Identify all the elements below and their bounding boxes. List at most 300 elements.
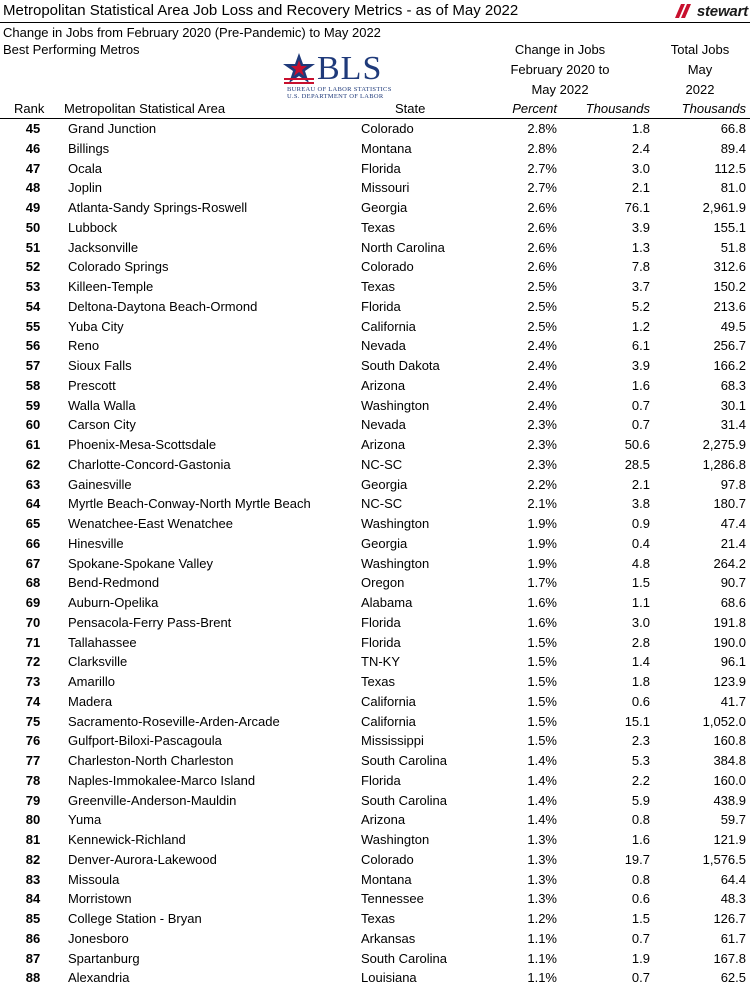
- state-cell: South Carolina: [361, 792, 447, 808]
- thousands-cell: 3.0: [631, 614, 650, 630]
- total-jobs-cell: 1,286.8: [702, 456, 746, 472]
- thousands-cell: 1.8: [631, 674, 650, 689]
- thousands-cell: 3.0: [631, 160, 650, 176]
- state-cell: Arizona: [361, 377, 406, 393]
- total-header-line3: 2022: [685, 82, 715, 97]
- metro-cell: Walla Walla: [68, 397, 136, 413]
- thousands-cell: 4.8: [631, 555, 650, 571]
- thousands-cell: 3.9: [631, 358, 650, 373]
- rank-cell: 62: [25, 456, 41, 472]
- thousands-cell: 0.7: [631, 970, 650, 986]
- total-jobs-cell: 166.2: [713, 358, 746, 373]
- thousands-cell: 28.5: [624, 456, 650, 472]
- rank-cell: 87: [25, 950, 41, 966]
- metro-cell: Lubbock: [68, 219, 118, 235]
- percent-cell: 2.4%: [527, 397, 557, 413]
- table-row: [0, 455, 750, 475]
- table-row: [0, 909, 750, 929]
- rank-cell: 66: [25, 535, 41, 551]
- metro-cell: Carson City: [68, 417, 136, 433]
- bls-logo: [282, 52, 414, 102]
- change-header-line1: Change in Jobs: [514, 42, 606, 57]
- table-row: [0, 791, 750, 811]
- state-cell: Texas: [361, 279, 395, 294]
- metro-cell: Auburn-Opelika: [68, 595, 159, 610]
- rank-cell: 73: [25, 674, 41, 689]
- percent-cell: 1.1%: [527, 970, 557, 986]
- metro-cell: Jacksonville: [68, 239, 139, 255]
- total-jobs-cell: 126.7: [713, 911, 746, 926]
- state-cell: South Carolina: [361, 950, 447, 966]
- rank-cell: 88: [25, 970, 41, 986]
- metro-cell: Colorado Springs: [68, 259, 169, 275]
- thousands-cell: 1.9: [631, 950, 650, 966]
- state-cell: Arizona: [361, 812, 406, 828]
- stewart-logo-text: stewart: [696, 2, 748, 20]
- percent-cell: 1.3%: [527, 871, 557, 887]
- table-row: [0, 277, 750, 297]
- table-row: [0, 712, 750, 732]
- total-header-line1: Total Jobs: [670, 42, 730, 57]
- state-cell: Washington: [361, 397, 430, 413]
- state-cell: California: [361, 713, 416, 729]
- total-jobs-cell: 90.7: [720, 575, 746, 591]
- rank-cell: 76: [25, 733, 41, 749]
- table-row: [0, 593, 750, 613]
- rank-cell: 49: [25, 200, 41, 215]
- state-cell: Louisiana: [361, 970, 417, 986]
- total-jobs-cell: 264.2: [713, 555, 746, 571]
- percent-cell: 2.6%: [527, 239, 557, 255]
- bls-logo-line1: BUREAU OF LABOR STATISTICS: [287, 86, 392, 93]
- state-cell: Texas: [361, 911, 395, 926]
- table-row: [0, 751, 750, 771]
- state-cell: Montana: [361, 140, 412, 156]
- metro-cell: Naples-Immokalee-Marco Island: [68, 772, 256, 788]
- total-jobs-cell: 97.8: [720, 476, 746, 492]
- state-cell: Washington: [361, 516, 430, 531]
- table-row: [0, 475, 750, 495]
- percent-cell: 2.3%: [527, 456, 557, 472]
- percent-cell: 2.5%: [527, 318, 557, 334]
- state-cell: Georgia: [361, 535, 408, 551]
- total-jobs-cell: 68.6: [720, 595, 746, 610]
- thousands-cell: 1.8: [631, 121, 650, 136]
- table-row: [0, 514, 750, 534]
- rank-cell: 77: [25, 753, 41, 768]
- total-jobs-cell: 155.1: [713, 219, 746, 235]
- thousands-cell: 2.4: [631, 140, 650, 156]
- table-row: [0, 317, 750, 337]
- table-row: [0, 178, 750, 198]
- state-cell: Georgia: [361, 476, 408, 492]
- state-cell: Florida: [361, 614, 401, 630]
- thousands-cell: 0.9: [631, 516, 650, 531]
- metro-cell: Joplin: [68, 180, 102, 196]
- state-cell: Texas: [361, 219, 395, 235]
- table-row: [0, 415, 750, 435]
- thousands-cell: 1.6: [631, 832, 650, 847]
- rank-cell: 45: [25, 121, 41, 136]
- state-cell: Florida: [361, 772, 401, 788]
- state-cell: Florida: [361, 634, 401, 650]
- percent-cell: 2.8%: [527, 140, 557, 156]
- table-row: [0, 198, 750, 218]
- percent-cell: 1.4%: [527, 772, 557, 788]
- total-jobs-cell: 51.8: [720, 239, 746, 255]
- thousands-cell: 0.8: [631, 812, 650, 828]
- percent-cell: 2.5%: [527, 279, 557, 294]
- state-cell: Florida: [361, 298, 401, 314]
- total-jobs-cell: 384.8: [713, 753, 746, 768]
- rank-cell: 46: [25, 140, 41, 156]
- table-row: [0, 159, 750, 179]
- rank-cell: 82: [25, 851, 41, 867]
- rank-cell: 80: [25, 812, 41, 828]
- rank-cell: 51: [25, 239, 41, 255]
- metro-cell: Killeen-Temple: [68, 279, 154, 294]
- total-jobs-cell: 160.0: [713, 772, 746, 788]
- rank-cell: 58: [25, 377, 41, 393]
- rank-cell: 75: [25, 713, 41, 729]
- table-row: [0, 554, 750, 574]
- thousands-cell: 0.7: [631, 397, 650, 413]
- subtitle-change: Change in Jobs from February 2020 (Pre-Pandemic) to May 2022: [3, 25, 381, 40]
- percent-cell: 1.2%: [527, 911, 557, 926]
- table-row: [0, 218, 750, 238]
- total-jobs-cell: 89.4: [720, 140, 746, 156]
- page-title: Metropolitan Statistical Area Job Loss and Recovery Metrics - as of May 2022: [3, 2, 519, 19]
- state-cell: Colorado: [361, 851, 414, 867]
- col-header-percent: Percent: [512, 101, 557, 116]
- table-row: [0, 949, 750, 969]
- total-jobs-cell: 438.9: [713, 792, 746, 808]
- state-cell: Colorado: [361, 121, 414, 136]
- rank-cell: 79: [25, 792, 41, 808]
- percent-cell: 1.1%: [527, 930, 557, 946]
- stewart-logo: [675, 2, 748, 20]
- state-cell: Arkansas: [361, 930, 416, 946]
- metro-cell: Charlotte-Concord-Gastonia: [68, 456, 231, 472]
- thousands-cell: 2.1: [631, 476, 650, 492]
- table-row: [0, 238, 750, 258]
- bls-logo-line2: U.S. DEPARTMENT OF LABOR: [287, 93, 384, 100]
- thousands-cell: 3.8: [631, 496, 650, 512]
- metro-cell: Deltona-Daytona Beach-Ormond: [68, 298, 258, 314]
- title-bar: [0, 0, 750, 22]
- state-cell: Nevada: [361, 338, 406, 354]
- state-cell: Montana: [361, 871, 412, 887]
- table-row: [0, 731, 750, 751]
- rank-cell: 67: [25, 555, 41, 571]
- rank-cell: 72: [25, 654, 41, 670]
- percent-cell: 1.5%: [527, 693, 557, 709]
- rank-cell: 48: [25, 180, 41, 196]
- thousands-cell: 0.7: [631, 930, 650, 946]
- table-row: [0, 336, 750, 356]
- table-row: [0, 396, 750, 416]
- total-jobs-cell: 68.3: [720, 377, 746, 393]
- total-jobs-cell: 64.4: [720, 871, 746, 887]
- rank-cell: 47: [25, 160, 41, 176]
- state-cell: Georgia: [361, 200, 408, 215]
- rank-cell: 56: [25, 338, 41, 354]
- percent-cell: 2.4%: [527, 358, 557, 373]
- percent-cell: 2.3%: [527, 437, 557, 452]
- col-header-total-thousands: Thousands: [681, 101, 746, 116]
- metro-cell: Madera: [68, 693, 113, 709]
- total-jobs-cell: 1,052.0: [702, 713, 746, 729]
- percent-cell: 2.6%: [527, 259, 557, 275]
- total-jobs-cell: 59.7: [720, 812, 746, 828]
- percent-cell: 1.4%: [527, 792, 557, 808]
- table-row: [0, 494, 750, 514]
- total-jobs-cell: 41.7: [720, 693, 746, 709]
- state-cell: Arizona: [361, 437, 406, 452]
- rank-cell: 53: [25, 279, 41, 294]
- table-row: [0, 376, 750, 396]
- thousands-cell: 7.8: [631, 259, 650, 275]
- percent-cell: 2.8%: [527, 121, 557, 136]
- metro-table: [0, 119, 750, 988]
- total-jobs-cell: 112.5: [714, 160, 746, 176]
- state-cell: Alabama: [361, 595, 413, 610]
- percent-cell: 2.7%: [527, 180, 557, 196]
- metro-cell: Sioux Falls: [68, 358, 132, 373]
- metro-cell: Missoula: [68, 871, 120, 887]
- metro-cell: Greenville-Anderson-Mauldin: [68, 792, 237, 808]
- thousands-cell: 5.3: [631, 753, 650, 768]
- metro-cell: Tallahassee: [68, 634, 137, 650]
- rank-cell: 52: [25, 259, 41, 275]
- table-row: [0, 356, 750, 376]
- rank-cell: 60: [25, 417, 41, 433]
- table-row: [0, 534, 750, 554]
- table-row: [0, 435, 750, 455]
- metro-cell: Bend-Redmond: [68, 575, 160, 591]
- metro-cell: Sacramento-Roseville-Arden-Arcade: [68, 713, 280, 729]
- metro-cell: Yuba City: [68, 318, 124, 334]
- total-jobs-cell: 121.9: [713, 832, 746, 847]
- table-row: [0, 613, 750, 633]
- total-header-line2: May: [687, 62, 713, 77]
- rank-cell: 57: [25, 358, 41, 373]
- rank-cell: 59: [25, 397, 41, 413]
- total-jobs-cell: 160.8: [713, 733, 746, 749]
- percent-cell: 2.4%: [527, 338, 557, 354]
- state-cell: Missouri: [361, 180, 410, 196]
- thousands-cell: 6.1: [631, 338, 650, 354]
- total-jobs-cell: 1,576.5: [702, 851, 746, 867]
- state-cell: Washington: [361, 555, 430, 571]
- table-row: [0, 139, 750, 159]
- thousands-cell: 1.4: [631, 654, 650, 670]
- total-jobs-cell: 123.9: [713, 674, 746, 689]
- thousands-cell: 0.6: [631, 693, 650, 709]
- thousands-cell: 1.1: [631, 595, 650, 610]
- total-jobs-cell: 2,275.9: [702, 437, 746, 452]
- bls-logo-text: BLS: [317, 50, 383, 87]
- title-divider: [0, 22, 750, 23]
- metro-cell: Grand Junction: [68, 121, 157, 136]
- thousands-cell: 1.3: [631, 239, 650, 255]
- percent-cell: 1.5%: [527, 674, 557, 689]
- percent-cell: 2.7%: [527, 160, 557, 176]
- rank-cell: 69: [25, 595, 41, 610]
- table-row: [0, 771, 750, 791]
- percent-cell: 2.1%: [527, 496, 557, 512]
- state-cell: Washington: [361, 832, 430, 847]
- rank-cell: 68: [25, 575, 41, 591]
- table-row: [0, 119, 750, 139]
- total-jobs-cell: 190.0: [713, 634, 746, 650]
- percent-cell: 1.9%: [527, 555, 557, 571]
- percent-cell: 2.5%: [527, 298, 557, 314]
- percent-cell: 2.6%: [527, 200, 557, 215]
- percent-cell: 1.6%: [527, 614, 557, 630]
- subtitle-best: Best Performing Metros: [3, 42, 140, 57]
- metro-cell: Denver-Aurora-Lakewood: [68, 851, 217, 867]
- thousands-cell: 50.6: [624, 437, 650, 452]
- metro-cell: Yuma: [68, 812, 102, 828]
- thousands-cell: 1.2: [631, 318, 650, 334]
- change-header-line2: February 2020 to: [510, 62, 610, 77]
- rank-cell: 78: [25, 772, 41, 788]
- stewart-slash-icon: [675, 4, 697, 18]
- metro-cell: Gainesville: [68, 476, 132, 492]
- thousands-cell: 2.1: [631, 180, 650, 196]
- percent-cell: 1.9%: [527, 535, 557, 551]
- col-header-state: State: [395, 101, 426, 116]
- percent-cell: 1.5%: [527, 733, 557, 749]
- table-row: [0, 692, 750, 712]
- rank-cell: 55: [25, 318, 41, 334]
- percent-cell: 2.2%: [527, 476, 557, 492]
- percent-cell: 1.5%: [527, 634, 557, 650]
- thousands-cell: 0.4: [631, 535, 650, 551]
- metro-cell: Morristown: [68, 891, 132, 907]
- state-cell: South Carolina: [361, 753, 447, 768]
- metro-cell: Hinesville: [68, 535, 124, 551]
- table-row: [0, 297, 750, 317]
- metro-cell: Charleston-North Charleston: [68, 753, 234, 768]
- thousands-cell: 5.9: [631, 792, 650, 808]
- table-row: [0, 633, 750, 653]
- thousands-cell: 2.3: [631, 733, 650, 749]
- thousands-cell: 19.7: [624, 851, 650, 867]
- total-jobs-cell: 167.8: [713, 950, 746, 966]
- state-cell: Texas: [361, 674, 395, 689]
- rank-cell: 86: [25, 930, 41, 946]
- metro-cell: Spokane-Spokane Valley: [68, 555, 214, 571]
- state-cell: Tennessee: [361, 891, 424, 907]
- table-row: [0, 652, 750, 672]
- thousands-cell: 0.6: [631, 891, 650, 907]
- total-jobs-cell: 180.7: [713, 496, 746, 512]
- table-row: [0, 573, 750, 593]
- rank-cell: 61: [25, 437, 41, 452]
- metro-cell: Clarksville: [68, 654, 128, 670]
- state-cell: NC-SC: [361, 496, 403, 512]
- total-jobs-cell: 48.3: [720, 891, 746, 907]
- col-header-metro: Metropolitan Statistical Area: [64, 101, 226, 116]
- table-row: [0, 870, 750, 890]
- rank-cell: 54: [25, 298, 41, 314]
- total-jobs-cell: 47.4: [720, 516, 746, 531]
- rank-cell: 84: [25, 891, 41, 907]
- percent-cell: 1.4%: [527, 753, 557, 768]
- percent-cell: 1.3%: [527, 832, 557, 847]
- percent-cell: 1.4%: [527, 812, 557, 828]
- total-jobs-cell: 256.7: [713, 338, 746, 354]
- rank-cell: 74: [25, 693, 41, 709]
- thousands-cell: 2.2: [631, 772, 650, 788]
- percent-cell: 2.6%: [527, 219, 557, 235]
- thousands-cell: 0.7: [631, 417, 650, 433]
- thousands-cell: 1.6: [631, 377, 650, 393]
- metro-cell: Wenatchee-East Wenatchee: [68, 516, 234, 531]
- col-header-rank: Rank: [14, 101, 45, 116]
- table-row: [0, 810, 750, 830]
- state-cell: Colorado: [361, 259, 414, 275]
- table-row: [0, 830, 750, 850]
- rank-cell: 65: [25, 516, 41, 531]
- state-cell: California: [361, 693, 416, 709]
- state-cell: NC-SC: [361, 456, 403, 472]
- metro-cell: Kennewick-Richland: [68, 832, 186, 847]
- metro-cell: Phoenix-Mesa-Scottsdale: [68, 437, 217, 452]
- state-cell: South Dakota: [361, 358, 440, 373]
- percent-cell: 1.5%: [527, 654, 557, 670]
- state-cell: Oregon: [361, 575, 405, 591]
- metro-cell: Amarillo: [68, 674, 115, 689]
- metro-cell: College Station - Bryan: [68, 911, 202, 926]
- state-cell: North Carolina: [361, 239, 445, 255]
- rank-cell: 63: [25, 476, 41, 492]
- thousands-cell: 76.1: [624, 200, 650, 215]
- total-jobs-cell: 49.5: [720, 318, 746, 334]
- total-jobs-cell: 81.0: [720, 180, 746, 196]
- rank-cell: 85: [25, 911, 41, 926]
- col-header-thousands: Thousands: [585, 101, 650, 116]
- percent-cell: 1.9%: [527, 516, 557, 531]
- percent-cell: 1.3%: [527, 891, 557, 907]
- percent-cell: 1.1%: [527, 950, 557, 966]
- percent-cell: 2.4%: [527, 377, 557, 393]
- metro-cell: Gulfport-Biloxi-Pascagoula: [68, 733, 222, 749]
- percent-cell: 1.6%: [527, 595, 557, 610]
- metro-cell: Pensacola-Ferry Pass-Brent: [68, 614, 232, 630]
- thousands-cell: 2.8: [631, 634, 650, 650]
- state-cell: California: [361, 318, 416, 334]
- state-cell: Nevada: [361, 417, 406, 433]
- table-row: [0, 672, 750, 692]
- total-jobs-cell: 150.2: [713, 279, 746, 294]
- metro-cell: Atlanta-Sandy Springs-Roswell: [68, 200, 248, 215]
- metro-cell: Alexandria: [68, 970, 130, 986]
- percent-cell: 1.3%: [527, 851, 557, 867]
- thousands-cell: 15.1: [624, 713, 650, 729]
- rank-cell: 71: [25, 634, 41, 650]
- thousands-cell: 1.5: [631, 911, 650, 926]
- table-row: [0, 257, 750, 277]
- metro-cell: Prescott: [68, 377, 116, 393]
- metro-cell: Spartanburg: [68, 950, 140, 966]
- rank-cell: 64: [25, 496, 41, 512]
- rank-cell: 50: [25, 219, 41, 235]
- total-jobs-cell: 213.6: [713, 298, 746, 314]
- metro-cell: Ocala: [68, 160, 102, 176]
